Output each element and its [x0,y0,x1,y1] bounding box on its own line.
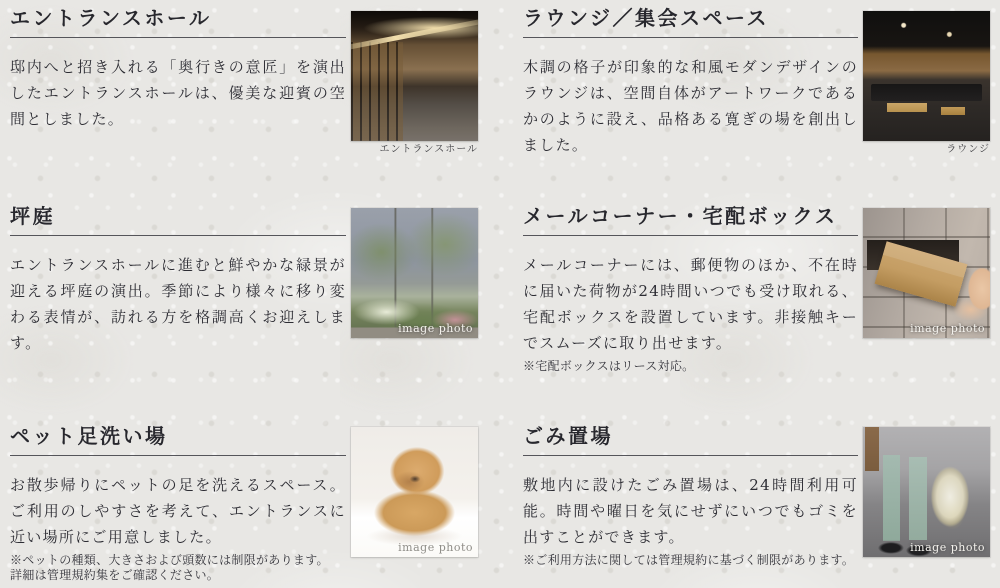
image-photo-overlay-caption: image photo [910,322,985,335]
tsuboniwa-description: エントランスホールに進むと鮮やかな緑景が迎える坪庭の演出。季節により様々に移り変わる表情が、訪れる方を格調高くお迎えします。 [10,256,346,352]
entrance-hall-figure [351,11,478,195]
pet-foot-wash-note-2: 詳細は管理規約集をご確認ください。 [10,568,220,582]
lounge-description: 木調の格子が印象的な和風モダンデザインのラウンジは、空間自体がアートワークであるかのように設え、品格ある寛ぎの場を創出しました。 [523,58,858,154]
section-mail-corner [500,195,1000,415]
pet-photo [351,427,478,557]
entrance-hall-text-block [10,5,346,195]
entrance-hall-title: エントランスホール [10,6,212,30]
entrance-hall-description: 邸内へと招き入れる「奥行きの意匠」を演出したエントランスホールは、優美な迎賓の空間としました。 [10,58,346,128]
image-photo-overlay-caption: image photo [398,322,473,335]
image-photo-overlay-caption: image photo [398,541,473,554]
entrance-hall-photo [351,11,478,141]
pet-foot-wash-title: ペット足洗い場 [10,424,168,448]
title-underline [10,455,346,456]
title-underline [10,235,346,236]
tsuboniwa-title: 坪庭 [10,204,55,228]
garbage-area-text-block [523,423,858,588]
tsuboniwa-text-block [10,203,346,415]
mail-corner-figure [863,208,990,415]
section-entrance-hall [0,0,500,195]
image-photo-overlay-caption: image photo [910,541,985,554]
photo-caption: エントランスホール [379,144,478,155]
photo-caption: ラウンジ [946,144,990,155]
section-pet-foot-wash [0,415,500,588]
lounge-photo [863,11,990,141]
title-underline [523,37,858,38]
lounge-text-block [523,5,858,195]
section-lounge [500,0,1000,195]
tsuboniwa-photo [351,208,478,338]
mail-corner-text-block [523,203,858,415]
pet-foot-wash-note: ※ペットの種類、大きさおよび頭数には制限があります。 [10,553,329,567]
title-underline [523,235,858,236]
garbage-area-title: ごみ置場 [523,424,613,448]
mail-corner-title: メールコーナー・宅配ボックス [523,204,838,228]
pet-foot-wash-text-block [10,423,346,588]
pet-foot-wash-figure [351,427,478,588]
garbage-area-note: ※ご利用方法に関しては管理規約に基づく制限があります。 [523,553,855,567]
mail-corner-description: メールコーナーには、郵便物のほか、不在時に届いた荷物が24時間いつでも受け取れる、宅配ボックスを設置しています。非接触キーでスムーズに取り出せます。 [523,256,858,352]
title-underline [523,455,858,456]
garbage-area-description: 敷地内に設けたごみ置場は、24時間利用可能。時間や曜日を気にせずにいつでもゴミを出すことができます。 [523,476,858,546]
mail-corner-note: ※宅配ボックスはリース対応。 [523,359,695,373]
lounge-figure [863,11,990,195]
section-garbage-area [500,415,1000,588]
pet-foot-wash-description: お散歩帰りにペットの足を洗えるスペース。ご利用のしやすさを考えて、エントランスに近い場所にご用意しました。 [10,476,346,546]
garbage-area-figure [863,427,990,588]
title-underline [10,37,346,38]
lounge-title: ラウンジ／集会スペース [523,6,769,30]
section-tsuboniwa [0,195,500,415]
tsuboniwa-figure [351,208,478,415]
delivery-box-photo [863,208,990,338]
garbage-area-photo [863,427,990,557]
